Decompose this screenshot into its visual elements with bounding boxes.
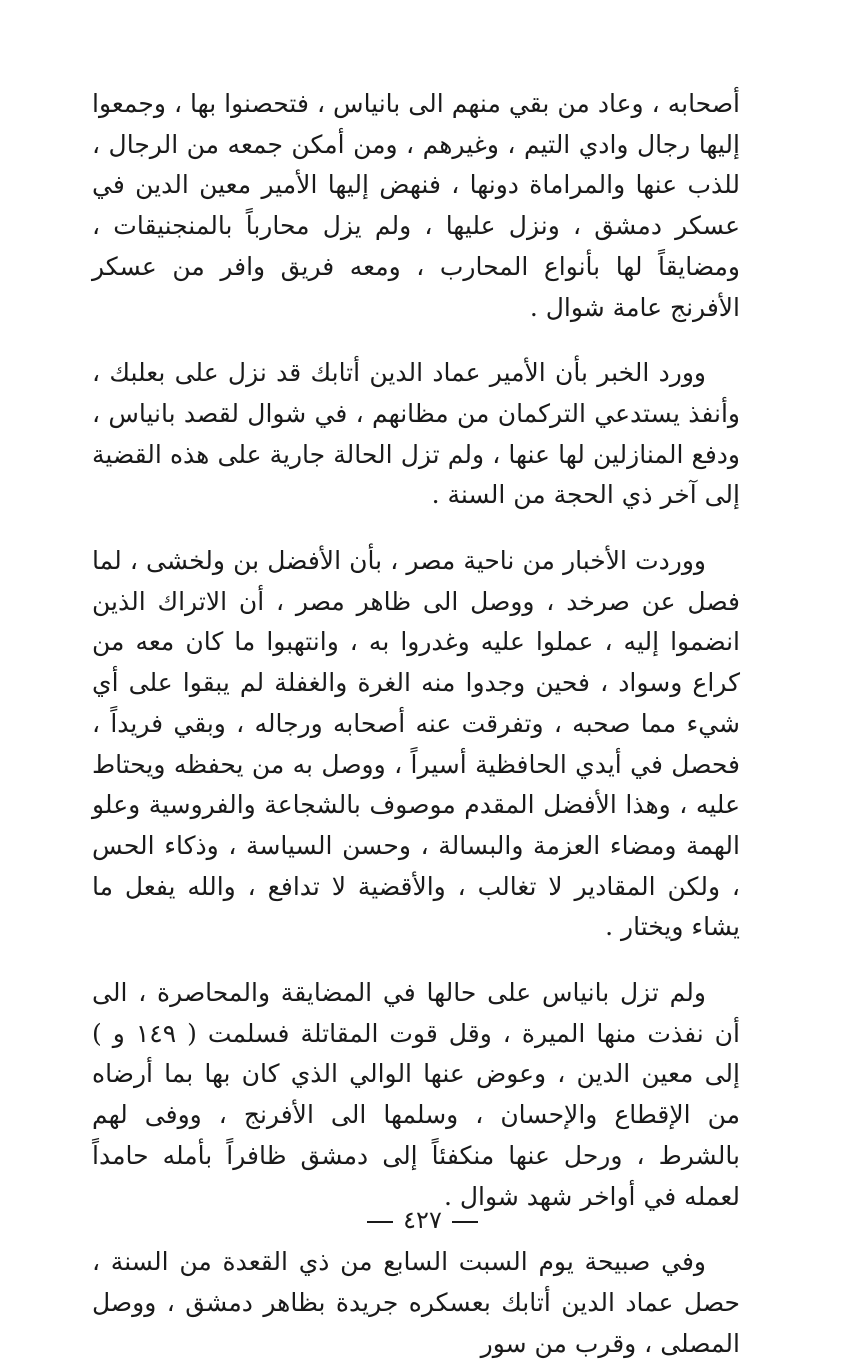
right-dash [367, 1221, 393, 1223]
paragraph-3: ووردت الأخبار من ناحية مصر ، بأن الأفضل بن ولخشى ، لما فصل عن صرخد ، ووصل الى ظاهر مصر ، أن الاتراك الذين انضموا إليه ، عملوا عليه وغدروا به ، وانتهبوا ما كان معه من كراع وسواد ، فحين وجدوا منه الغرة والغفلة لم يبقوا على أي شيء مما صحبه ، وتفرقت عنه أصحابه ورجاله ، وبقي فريداً ، فحصل في أيدي الحافظية أسيراً ، ووصل به من يحفظه ويحتاط عليه ، وهذا الأفضل المقدم موصوف بالشجاعة والفروسية وعلو الهمة ومضاء العزمة والبسالة ، وحسن السياسة ، وذكاء الحس ، ولكن المقادير لا تغالب ، والأقضية لا تدافع ، والله يفعل ما يشاء ويختار . [92, 546, 740, 942]
page-number-footer [0, 1200, 845, 1240]
page-number: ٤٢٧ [403, 1206, 442, 1234]
paragraph-4: ولم تزل بانياس على حالها في المضايقة والمحاصرة ، الى أن نفذت منها الميرة ، وقل قوت المقاتلة فسلمت ( ١٤٩ و ) إلى معين الدين ، وعوض عنها الوالي الذي كان بها بما أرضاه من الإقطاع والإحسان ، وسلمها الى الأفرنج ، ووفى لهم بالشرط ، ورحل عنها منكفئاً إلى دمشق ظافراً بأمله حامداً لعمله في أواخر شهد شوال . [92, 978, 740, 1211]
paragraph-1: أصحابه ، وعاد من بقي منهم الى بانياس ، فتحصنوا بها ، وجمعوا إليها رجال وادي التيم ، وغيرهم ، ومن أمكن جمعه من الرجال ، للذب عنها والمراماة دونها ، فنهض إليها الأمير معين الدين في عسكر دمشق ، ونزل عليها ، ولم يزل محارباً بالمنجنيقات ، ومضايقاً لها بأنواع المحارب ، ومعه فريق وافر من عسكر الأفرنج عامة شوال . [92, 89, 740, 322]
left-dash [452, 1221, 478, 1223]
paragraph-5: وفي صبيحة يوم السبت السابع من ذي القعدة من السنة ، حصل عماد الدين أتابك بعسكره جريدة بظاهر دمشق ، ووصل المصلى ، وقرب من سور [92, 1247, 740, 1358]
body-text [92, 84, 740, 1364]
paragraph-2: وورد الخبر بأن الأمير عماد الدين أتابك قد نزل على بعلبك ، وأنفذ يستدعي التركمان من مظانهم ، في شوال لقصد بانياس ، ودفع المنازلين لها عنها ، ولم تزل الحالة جارية على هذه القضية إلى آخر ذي الحجة من السنة . [92, 358, 740, 510]
